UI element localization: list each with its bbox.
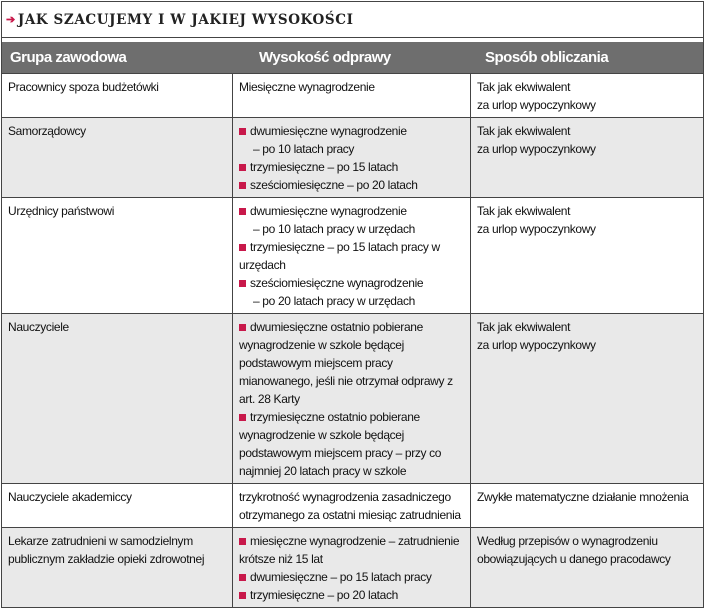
table-row (2, 483, 703, 527)
text-line (239, 238, 464, 256)
text: otrzymanego za ostatni miesiąc zatrudnienia (239, 508, 461, 522)
text: – po 10 latach pracy w urzędach (253, 222, 415, 236)
text-line (239, 292, 464, 310)
text-line: Nauczyciele akademiccy (8, 490, 132, 504)
text-line (239, 336, 464, 354)
text-line: Urzędnicy państwowi (8, 204, 115, 218)
text: – po 20 latach pracy w urzędach (253, 294, 415, 308)
cell-group (2, 74, 233, 117)
bullet-square-icon (239, 244, 246, 251)
cell-method (471, 314, 703, 483)
header-group: Grupa zawodowa (10, 49, 127, 66)
cell-group (2, 198, 233, 313)
cell-amount (233, 198, 471, 313)
table-row (2, 117, 703, 197)
text-line: Tak jak ekwiwalent (477, 124, 571, 138)
text: sześciomiesięczne wynagrodzenie (250, 276, 424, 290)
bullet-square-icon (239, 280, 246, 287)
text-line (239, 318, 464, 336)
text-line (239, 550, 464, 568)
text: wynagrodzenie w szkole będącej (239, 338, 404, 352)
bullet-square-icon (239, 324, 246, 331)
cell-amount (233, 314, 471, 483)
text-line (239, 532, 464, 550)
text-line (239, 372, 464, 390)
text-line (239, 122, 464, 140)
text-line: Nauczyciele (8, 320, 69, 334)
table-header (2, 42, 703, 73)
bullet-square-icon (239, 128, 246, 135)
text-line (239, 78, 464, 96)
text: urzędach (239, 258, 286, 272)
bullet-square-icon (239, 414, 246, 421)
cell-amount (233, 528, 471, 607)
text-line: Tak jak ekwiwalent (477, 204, 571, 218)
text-line (239, 462, 464, 480)
cell-group (2, 118, 233, 197)
text-line: Zwykłe matematyczne działanie mnożenia (477, 490, 689, 504)
text-line (239, 426, 464, 444)
table-title-text: JAK SZACUJEMY I W JAKIEJ WYSOKOŚCI (17, 11, 354, 28)
cell-amount (233, 74, 471, 117)
text: wynagrodzenie w szkole będącej (239, 428, 404, 442)
cell-amount (233, 118, 471, 197)
text: – po 10 latach pracy (253, 142, 355, 156)
text: najmniej 20 latach pracy w szkole (239, 464, 407, 478)
header-method: Sposób obliczania (485, 49, 609, 66)
cell-group (2, 314, 233, 483)
text-line: za urlop wypoczynkowy (477, 222, 596, 236)
text-line: Tak jak ekwiwalent (477, 80, 571, 94)
table-row (2, 73, 703, 117)
text: dwumiesięczne ostatnio pobierane (250, 320, 423, 334)
cell-group (2, 484, 233, 527)
text: krótsze niż 15 lat (239, 552, 323, 566)
text-line: obowiązujących u danego pracodawcy (477, 552, 671, 566)
cell-method (471, 528, 703, 607)
text: podstawowym miejscem pracy – przy co (239, 446, 442, 460)
table-body (2, 73, 703, 607)
text-line (239, 158, 464, 176)
text-line (239, 176, 464, 194)
text: dwumiesięczne – po 15 latach pracy (250, 570, 432, 584)
arrow-icon: ➔ (6, 13, 16, 26)
text-line (239, 444, 464, 462)
bullet-square-icon (239, 208, 246, 215)
text-line (239, 506, 464, 524)
table-title (2, 2, 703, 38)
table-row (2, 197, 703, 313)
text: trzymiesięczne – po 20 latach (250, 588, 398, 602)
text-line: Pracownicy spoza budżetówki (8, 80, 159, 94)
text: miesięczne wynagrodzenie – zatrudnienie (250, 534, 460, 548)
text-line (239, 140, 464, 158)
text-line (239, 220, 464, 238)
table-row (2, 527, 703, 607)
text: sześciomiesięczne – po 20 latach (250, 178, 418, 192)
text-line: publicznym zakładzie opieki zdrowotnej (8, 552, 205, 566)
text: trzymiesięczne ostatnio pobierane (250, 410, 420, 424)
text-line (239, 256, 464, 274)
text-line (239, 274, 464, 292)
text-line (239, 586, 464, 604)
cell-method (471, 74, 703, 117)
text: art. 28 Karty (239, 392, 300, 406)
header-amount: Wysokość odprawy (259, 49, 391, 66)
text: trzymiesięczne – po 15 latach (250, 160, 398, 174)
text-line: za urlop wypoczynkowy (477, 338, 596, 352)
text: dwumiesięczne wynagrodzenie (250, 124, 407, 138)
bullet-square-icon (239, 592, 246, 599)
text: mianowanego, jeśli nie otrzymał odprawy z (239, 374, 453, 388)
cell-method (471, 198, 703, 313)
cell-method (471, 118, 703, 197)
cell-amount (233, 484, 471, 527)
table-row (2, 313, 703, 483)
text-line (239, 488, 464, 506)
text: podstawowym miejscem pracy (239, 356, 393, 370)
text: trzymiesięczne – po 15 latach pracy w (250, 240, 440, 254)
severance-table (1, 1, 704, 608)
cell-method (471, 484, 703, 527)
text-line: za urlop wypoczynkowy (477, 142, 596, 156)
text: trzykrotność wynagrodzenia zasadniczego (239, 490, 451, 504)
text-line (239, 568, 464, 586)
text-line (239, 408, 464, 426)
text-line: Lekarze zatrudnieni w samodzielnym (8, 534, 193, 548)
text-line: Samorządowcy (8, 124, 86, 138)
cell-group (2, 528, 233, 607)
text-line: za urlop wypoczynkowy (477, 98, 596, 112)
text-line (239, 202, 464, 220)
text-line (239, 390, 464, 408)
bullet-square-icon (239, 164, 246, 171)
bullet-square-icon (239, 574, 246, 581)
text-line: Tak jak ekwiwalent (477, 320, 571, 334)
text: Miesięczne wynagrodzenie (239, 80, 375, 94)
bullet-square-icon (239, 182, 246, 189)
text: dwumiesięczne wynagrodzenie (250, 204, 407, 218)
text-line: Według przepisów o wynagrodzeniu (477, 534, 658, 548)
bullet-square-icon (239, 538, 246, 545)
text-line (239, 354, 464, 372)
